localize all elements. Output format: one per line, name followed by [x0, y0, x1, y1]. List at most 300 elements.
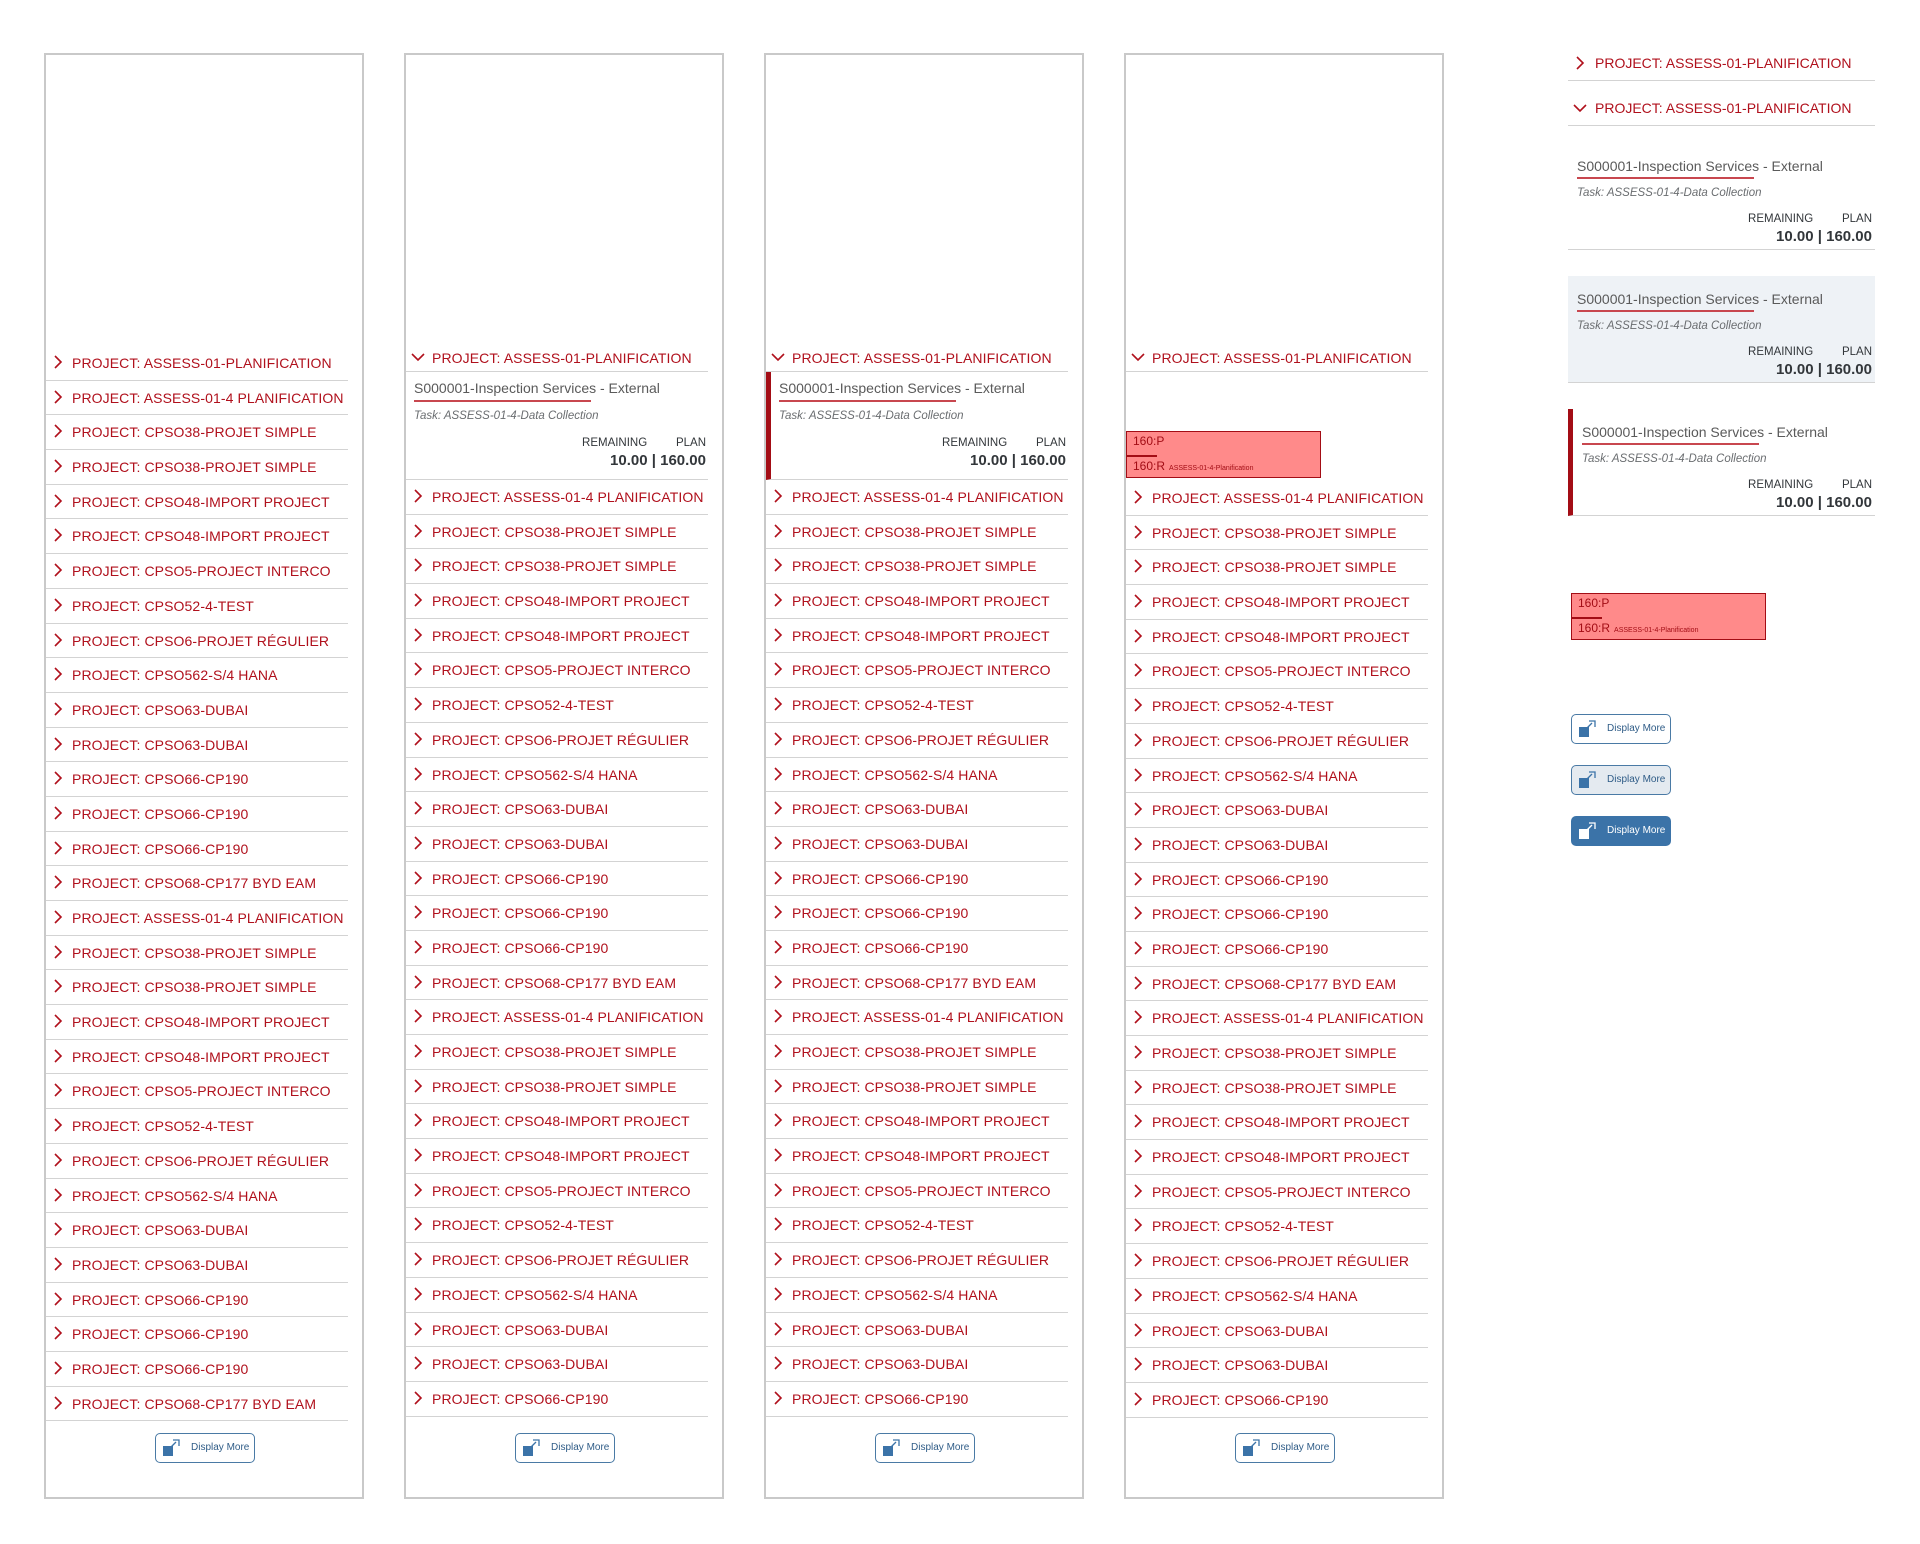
project-row[interactable] — [1126, 897, 1428, 932]
project-row[interactable] — [766, 723, 1068, 758]
chevron-right-icon — [1130, 1356, 1146, 1372]
chevron-right-icon — [410, 1355, 426, 1371]
display-more-icon — [1578, 770, 1600, 790]
gantt-remaining-value: 160:R — [1578, 621, 1611, 635]
project-row[interactable] — [406, 1000, 708, 1035]
display-more-button-active[interactable] — [1571, 816, 1671, 846]
project-row[interactable] — [406, 619, 708, 654]
project-row[interactable] — [46, 970, 348, 1005]
project-label: PROJECT: CPSO562-S/4 HANA — [432, 766, 638, 783]
chevron-right-icon — [50, 1082, 66, 1098]
gantt-row — [1126, 372, 1428, 481]
project-row[interactable] — [46, 1040, 348, 1075]
project-label: PROJECT: CPSO5-PROJECT INTERCO — [1152, 1183, 1411, 1200]
project-row-expanded[interactable] — [406, 346, 708, 372]
project-label: PROJECT: CPSO38-PROJET SIMPLE — [432, 1044, 677, 1060]
project-row[interactable] — [766, 966, 1068, 1001]
project-row[interactable] — [46, 658, 348, 693]
display-more-button[interactable] — [155, 1433, 255, 1463]
project-label: PROJECT: CPSO52-4-TEST — [432, 697, 614, 714]
project-row[interactable] — [766, 792, 1068, 827]
project-row[interactable] — [406, 1104, 708, 1139]
legend-task-selected[interactable] — [1568, 409, 1875, 516]
project-label: PROJECT: CPSO66-CP190 — [432, 905, 609, 922]
project-label: PROJECT: ASSESS-01-4 PLANIFICATION — [432, 489, 704, 505]
project-row[interactable] — [1126, 1279, 1428, 1314]
project-label: PROJECT: CPSO38-PROJET SIMPLE — [792, 1044, 1037, 1060]
chevron-right-icon — [770, 870, 786, 886]
project-label: PROJECT: CPSO6-PROJET RÉGULIER — [792, 1252, 1050, 1269]
display-more-label: Display More — [551, 1442, 610, 1453]
chevron-right-icon — [410, 1216, 426, 1232]
project-label: PROJECT: CPSO66-CP190 — [792, 905, 969, 922]
legend-project-expanded[interactable] — [1568, 96, 1875, 126]
project-row[interactable] — [406, 549, 708, 584]
remaining-plan-labels — [1742, 346, 1872, 358]
display-more-label: Display More — [911, 1442, 970, 1453]
task-name: Task: ASSESS-01-4-Data Collection — [414, 410, 599, 422]
project-row[interactable] — [46, 624, 348, 659]
legend-task-hover[interactable] — [1568, 276, 1875, 383]
chevron-right-icon — [410, 1390, 426, 1406]
gantt-bar[interactable] — [1126, 431, 1321, 478]
chevron-right-icon — [1130, 767, 1146, 783]
remaining-plan-labels — [1742, 479, 1872, 491]
service-name: S000001-Inspection Services - External — [414, 380, 660, 396]
task-name: Task: ASSESS-01-4-Data Collection — [1577, 187, 1762, 199]
chevron-right-icon — [50, 1221, 66, 1237]
project-row[interactable] — [766, 515, 1068, 550]
project-label: PROJECT: CPSO63-DUBAI — [72, 1256, 249, 1273]
project-label: PROJECT: CPSO66-CP190 — [72, 805, 249, 822]
chevron-right-icon — [410, 939, 426, 955]
project-row[interactable] — [406, 723, 708, 758]
project-label: PROJECT: CPSO63-DUBAI — [1152, 802, 1329, 819]
chevron-right-icon — [410, 1321, 426, 1337]
project-row[interactable] — [1126, 724, 1428, 759]
project-row[interactable] — [1126, 967, 1428, 1002]
project-label: PROJECT: CPSO66-CP190 — [72, 1291, 249, 1308]
chevron-right-icon — [410, 1286, 426, 1302]
legend-task-default[interactable] — [1568, 143, 1875, 250]
display-more-button-hover[interactable] — [1571, 765, 1671, 795]
chevron-right-icon — [770, 1355, 786, 1371]
display-more-button[interactable] — [1235, 1433, 1335, 1463]
project-row[interactable] — [766, 1278, 1068, 1313]
project-row[interactable] — [1126, 620, 1428, 655]
project-row[interactable] — [1126, 1036, 1428, 1071]
gantt-plan-label: 160:P — [1578, 596, 1610, 610]
gantt-remaining-label — [1578, 621, 1698, 635]
chevron-down-icon — [1572, 100, 1588, 116]
project-row[interactable] — [46, 1317, 348, 1352]
chevron-right-icon — [410, 766, 426, 782]
project-row[interactable] — [46, 728, 348, 763]
chevron-right-icon — [50, 597, 66, 613]
project-label: PROJECT: CPSO63-DUBAI — [432, 835, 609, 852]
project-label: PROJECT: CPSO38-PROJET SIMPLE — [72, 424, 317, 441]
project-row[interactable] — [46, 346, 348, 381]
project-label: PROJECT: CPSO52-4-TEST — [1152, 1218, 1334, 1235]
display-more-icon — [162, 1438, 184, 1458]
project-row[interactable] — [406, 1347, 708, 1382]
project-row[interactable] — [406, 862, 708, 897]
project-label: PROJECT: CPSO48-IMPORT PROJECT — [792, 1113, 1050, 1130]
chevron-right-icon — [50, 1013, 66, 1029]
display-more-button[interactable] — [515, 1433, 615, 1463]
project-list-panel-gantt — [1124, 53, 1444, 1499]
project-label: PROJECT: CPSO48-IMPORT PROJECT — [72, 493, 330, 510]
project-row[interactable] — [406, 515, 708, 550]
chevron-right-icon — [770, 627, 786, 643]
project-row[interactable] — [766, 1174, 1068, 1209]
project-list-panel-selected — [764, 53, 1084, 1499]
chevron-right-icon — [770, 1251, 786, 1267]
project-row[interactable] — [406, 1208, 708, 1243]
project-row[interactable] — [1126, 1140, 1428, 1175]
chevron-right-icon — [410, 835, 426, 851]
project-row[interactable] — [46, 1005, 348, 1040]
chevron-right-icon — [1130, 662, 1146, 678]
display-more-label: Display More — [1607, 774, 1666, 785]
project-row[interactable] — [766, 1104, 1068, 1139]
project-row[interactable] — [46, 589, 348, 624]
chevron-right-icon — [1130, 1009, 1146, 1025]
project-label: PROJECT: CPSO5-PROJECT INTERCO — [72, 563, 331, 580]
project-label: PROJECT: ASSESS-01-4 PLANIFICATION — [432, 1009, 704, 1026]
chevron-right-icon — [770, 939, 786, 955]
project-row[interactable] — [406, 584, 708, 619]
project-row[interactable] — [766, 931, 1068, 966]
chevron-right-icon — [770, 1078, 786, 1094]
chevron-right-icon — [1130, 1113, 1146, 1129]
chevron-right-icon — [50, 423, 66, 439]
project-row[interactable] — [46, 762, 348, 797]
display-more-label: Display More — [1607, 723, 1666, 734]
service-underline — [414, 400, 591, 402]
project-row[interactable] — [1126, 1383, 1428, 1418]
project-row[interactable] — [46, 1144, 348, 1179]
project-row[interactable] — [46, 936, 348, 971]
project-row[interactable] — [766, 584, 1068, 619]
project-row[interactable] — [46, 797, 348, 832]
chevron-right-icon — [1130, 558, 1146, 574]
project-label: PROJECT: CPSO66-CP190 — [1152, 940, 1329, 957]
project-label: PROJECT: ASSESS-01-4 PLANIFICATION — [1152, 1010, 1424, 1027]
task-row[interactable] — [406, 372, 708, 480]
project-label: PROJECT: CPSO63-DUBAI — [792, 1321, 969, 1338]
project-label: PROJECT: CPSO52-4-TEST — [432, 1217, 614, 1234]
project-row[interactable] — [1126, 550, 1428, 585]
project-row[interactable] — [1126, 759, 1428, 794]
chevron-right-icon — [50, 874, 66, 890]
project-label: PROJECT: CPSO5-PROJECT INTERCO — [792, 662, 1051, 679]
project-row[interactable] — [406, 792, 708, 827]
project-row[interactable] — [46, 866, 348, 901]
project-row[interactable] — [406, 827, 708, 862]
chevron-down-icon — [410, 349, 426, 365]
chevron-right-icon — [770, 661, 786, 677]
project-label: PROJECT: CPSO52-4-TEST — [72, 1118, 254, 1135]
project-row[interactable] — [406, 1313, 708, 1348]
chevron-right-icon — [770, 1147, 786, 1163]
project-label: PROJECT: CPSO38-PROJET SIMPLE — [1152, 559, 1397, 576]
gantt-remaining-value: 160:R — [1133, 459, 1166, 473]
project-row[interactable] — [406, 688, 708, 723]
project-label: PROJECT: CPSO48-IMPORT PROJECT — [72, 1048, 330, 1065]
chevron-right-icon — [770, 1216, 786, 1232]
project-row[interactable] — [46, 1074, 348, 1109]
chevron-right-icon — [770, 1112, 786, 1128]
project-row[interactable] — [1126, 1001, 1428, 1036]
project-list-panel-expanded — [404, 53, 724, 1499]
chevron-right-icon — [770, 696, 786, 712]
project-label: PROJECT: CPSO38-PROJET SIMPLE — [432, 558, 677, 575]
project-row[interactable] — [766, 1139, 1068, 1174]
project-label: PROJECT: CPSO48-IMPORT PROJECT — [432, 627, 690, 644]
project-row[interactable] — [1126, 585, 1428, 620]
project-label: PROJECT: CPSO66-CP190 — [1152, 871, 1329, 888]
project-label: PROJECT: ASSESS-01-PLANIFICATION — [72, 355, 332, 371]
plan-label: PLAN — [1841, 346, 1872, 358]
project-row[interactable] — [766, 1382, 1068, 1417]
project-row[interactable] — [46, 450, 348, 485]
project-row[interactable] — [766, 1000, 1068, 1035]
project-label: PROJECT: CPSO6-PROJET RÉGULIER — [432, 731, 690, 748]
chevron-right-icon — [1130, 1287, 1146, 1303]
project-row[interactable] — [406, 896, 708, 931]
project-row[interactable] — [1126, 1244, 1428, 1279]
project-row[interactable] — [1126, 1105, 1428, 1140]
project-row[interactable] — [766, 827, 1068, 862]
project-label: PROJECT: ASSESS-01-4 PLANIFICATION — [1152, 490, 1424, 506]
display-more-icon — [1242, 1438, 1264, 1458]
project-row[interactable] — [766, 653, 1068, 688]
project-label: PROJECT: CPSO5-PROJECT INTERCO — [1152, 663, 1411, 680]
project-label: PROJECT: CPSO66-CP190 — [432, 939, 609, 956]
project-row[interactable] — [1126, 793, 1428, 828]
legend-project-collapsed[interactable] — [1568, 51, 1875, 81]
chevron-right-icon — [410, 1251, 426, 1267]
chevron-right-icon — [410, 870, 426, 886]
project-label: PROJECT: CPSO6-PROJET RÉGULIER — [1152, 732, 1410, 749]
project-row[interactable] — [406, 1035, 708, 1070]
project-row[interactable] — [766, 1243, 1068, 1278]
chevron-right-icon — [1130, 697, 1146, 713]
project-label: PROJECT: CPSO63-DUBAI — [72, 736, 249, 753]
project-label: PROJECT: CPSO38-PROJET SIMPLE — [792, 1078, 1037, 1095]
project-row[interactable] — [406, 931, 708, 966]
chevron-right-icon — [50, 493, 66, 509]
project-row[interactable] — [406, 1070, 708, 1105]
remaining-label: REMAINING — [1748, 346, 1814, 358]
project-label: PROJECT: CPSO38-PROJET SIMPLE — [72, 979, 317, 996]
chevron-right-icon — [770, 766, 786, 782]
chevron-right-icon — [410, 592, 426, 608]
project-row[interactable] — [406, 966, 708, 1001]
project-label: PROJECT: CPSO52-4-TEST — [72, 597, 254, 614]
project-row[interactable] — [46, 693, 348, 728]
project-label: PROJECT: CPSO38-PROJET SIMPLE — [432, 523, 677, 540]
service-underline — [1577, 177, 1754, 179]
project-row[interactable] — [1126, 516, 1428, 551]
service-underline — [1577, 310, 1754, 312]
project-list — [406, 346, 722, 1417]
chevron-right-icon — [770, 1286, 786, 1302]
project-row[interactable] — [46, 1248, 348, 1283]
project-row[interactable] — [766, 862, 1068, 897]
project-row[interactable] — [766, 1313, 1068, 1348]
project-label: PROJECT: CPSO63-DUBAI — [1152, 1322, 1329, 1339]
project-row[interactable] — [46, 1387, 348, 1422]
chevron-right-icon — [410, 1078, 426, 1094]
project-label: PROJECT: ASSESS-01-4 PLANIFICATION — [792, 1009, 1064, 1026]
project-row[interactable] — [46, 519, 348, 554]
project-row[interactable] — [406, 653, 708, 688]
project-row[interactable] — [1126, 1209, 1428, 1244]
project-label: PROJECT: CPSO48-IMPORT PROJECT — [72, 1014, 330, 1031]
project-row[interactable] — [1126, 1314, 1428, 1349]
chevron-right-icon — [770, 835, 786, 851]
project-label: PROJECT: CPSO562-S/4 HANA — [1152, 767, 1358, 784]
project-row[interactable] — [46, 381, 348, 416]
plan-label: PLAN — [1035, 437, 1066, 449]
project-label: PROJECT: CPSO63-DUBAI — [432, 1356, 609, 1373]
project-row[interactable] — [46, 1179, 348, 1214]
chevron-right-icon — [770, 1008, 786, 1024]
project-row[interactable] — [1126, 1348, 1428, 1383]
display-more-label: Display More — [1271, 1442, 1330, 1453]
project-label: PROJECT: CPSO38-PROJET SIMPLE — [792, 558, 1037, 575]
project-label: PROJECT: CPSO5-PROJECT INTERCO — [432, 662, 691, 679]
project-row[interactable] — [1126, 654, 1428, 689]
project-row[interactable] — [406, 758, 708, 793]
remaining-label: REMAINING — [1748, 213, 1814, 225]
project-row[interactable] — [46, 1352, 348, 1387]
chevron-right-icon — [410, 696, 426, 712]
project-label: PROJECT: CPSO63-DUBAI — [72, 701, 249, 718]
project-label: PROJECT: CPSO66-CP190 — [72, 840, 249, 857]
project-label: PROJECT: CPSO6-PROJET RÉGULIER — [72, 1152, 330, 1169]
project-row[interactable] — [766, 1208, 1068, 1243]
chevron-right-icon — [1572, 55, 1588, 71]
chevron-right-icon — [1130, 628, 1146, 644]
display-more-icon — [1578, 821, 1600, 841]
chevron-right-icon — [770, 1390, 786, 1406]
project-row[interactable] — [406, 1174, 708, 1209]
legend-gantt-bar[interactable] — [1571, 593, 1766, 640]
chevron-right-icon — [50, 770, 66, 786]
project-row[interactable] — [766, 1347, 1068, 1382]
project-row[interactable] — [46, 832, 348, 867]
chevron-right-icon — [50, 736, 66, 752]
project-label: PROJECT: CPSO66-CP190 — [432, 1390, 609, 1407]
project-row[interactable] — [1126, 481, 1428, 516]
project-row[interactable] — [46, 554, 348, 589]
plan-label: PLAN — [675, 437, 706, 449]
project-label: PROJECT: ASSESS-01-PLANIFICATION — [1595, 55, 1852, 71]
project-row[interactable] — [766, 688, 1068, 723]
project-row[interactable] — [406, 480, 708, 515]
chevron-right-icon — [770, 557, 786, 573]
project-label: PROJECT: CPSO48-IMPORT PROJECT — [792, 1148, 1050, 1165]
project-row[interactable] — [406, 1139, 708, 1174]
project-label: PROJECT: CPSO66-CP190 — [72, 771, 249, 788]
project-label: PROJECT: CPSO562-S/4 HANA — [792, 766, 998, 783]
project-label: PROJECT: CPSO68-CP177 BYD EAM — [72, 1395, 317, 1412]
project-label: PROJECT: CPSO562-S/4 HANA — [792, 1286, 998, 1303]
project-row[interactable] — [46, 1109, 348, 1144]
project-row[interactable] — [766, 1070, 1068, 1105]
project-row[interactable] — [1126, 863, 1428, 898]
project-label: PROJECT: CPSO48-IMPORT PROJECT — [432, 593, 690, 610]
project-row[interactable] — [46, 1283, 348, 1318]
project-label: PROJECT: CPSO63-DUBAI — [432, 801, 609, 818]
project-row[interactable] — [766, 1035, 1068, 1070]
project-row[interactable] — [1126, 1071, 1428, 1106]
project-row[interactable] — [46, 485, 348, 520]
project-row[interactable] — [1126, 932, 1428, 967]
project-label: PROJECT: CPSO6-PROJET RÉGULIER — [432, 1252, 690, 1269]
display-more-button-default[interactable] — [1571, 714, 1671, 744]
chevron-right-icon — [1130, 836, 1146, 852]
project-row[interactable] — [406, 1278, 708, 1313]
project-row-expanded[interactable] — [766, 346, 1068, 372]
chevron-right-icon — [50, 1325, 66, 1341]
project-row[interactable] — [1126, 689, 1428, 724]
chevron-right-icon — [1130, 1148, 1146, 1164]
chevron-right-icon — [50, 527, 66, 543]
project-row[interactable] — [406, 1382, 708, 1417]
project-row[interactable] — [46, 901, 348, 936]
project-row[interactable] — [766, 619, 1068, 654]
project-row[interactable] — [46, 415, 348, 450]
chevron-right-icon — [50, 1395, 66, 1411]
project-row[interactable] — [46, 1213, 348, 1248]
chevron-right-icon — [410, 1147, 426, 1163]
project-row[interactable] — [766, 896, 1068, 931]
chevron-right-icon — [50, 666, 66, 682]
project-row[interactable] — [766, 758, 1068, 793]
remaining-plan-values: 10.00 | 160.00 — [1776, 361, 1872, 378]
chevron-right-icon — [50, 978, 66, 994]
chevron-right-icon — [1130, 801, 1146, 817]
project-label: PROJECT: CPSO6-PROJET RÉGULIER — [72, 632, 330, 649]
chevron-right-icon — [50, 944, 66, 960]
project-label: PROJECT: ASSESS-01-PLANIFICATION — [432, 350, 692, 366]
chevron-right-icon — [1130, 732, 1146, 748]
project-list-panel-collapsed — [44, 53, 364, 1499]
chevron-right-icon — [770, 1043, 786, 1059]
chevron-right-icon — [50, 909, 66, 925]
task-name: Task: ASSESS-01-4-Data Collection — [1582, 453, 1767, 465]
remaining-plan-labels — [576, 437, 706, 449]
remaining-label: REMAINING — [942, 437, 1008, 449]
project-row[interactable] — [766, 549, 1068, 584]
chevron-right-icon — [50, 389, 66, 405]
chevron-right-icon — [50, 701, 66, 717]
display-more-button[interactable] — [875, 1433, 975, 1463]
task-row-selected[interactable] — [766, 372, 1068, 480]
gantt-plan-label: 160:P — [1133, 434, 1165, 448]
project-row[interactable] — [766, 480, 1068, 515]
project-label: PROJECT: CPSO63-DUBAI — [432, 1321, 609, 1338]
chevron-right-icon — [410, 1043, 426, 1059]
project-row[interactable] — [1126, 1175, 1428, 1210]
project-row[interactable] — [1126, 828, 1428, 863]
project-row[interactable] — [406, 1243, 708, 1278]
project-row-expanded[interactable] — [1126, 346, 1428, 372]
